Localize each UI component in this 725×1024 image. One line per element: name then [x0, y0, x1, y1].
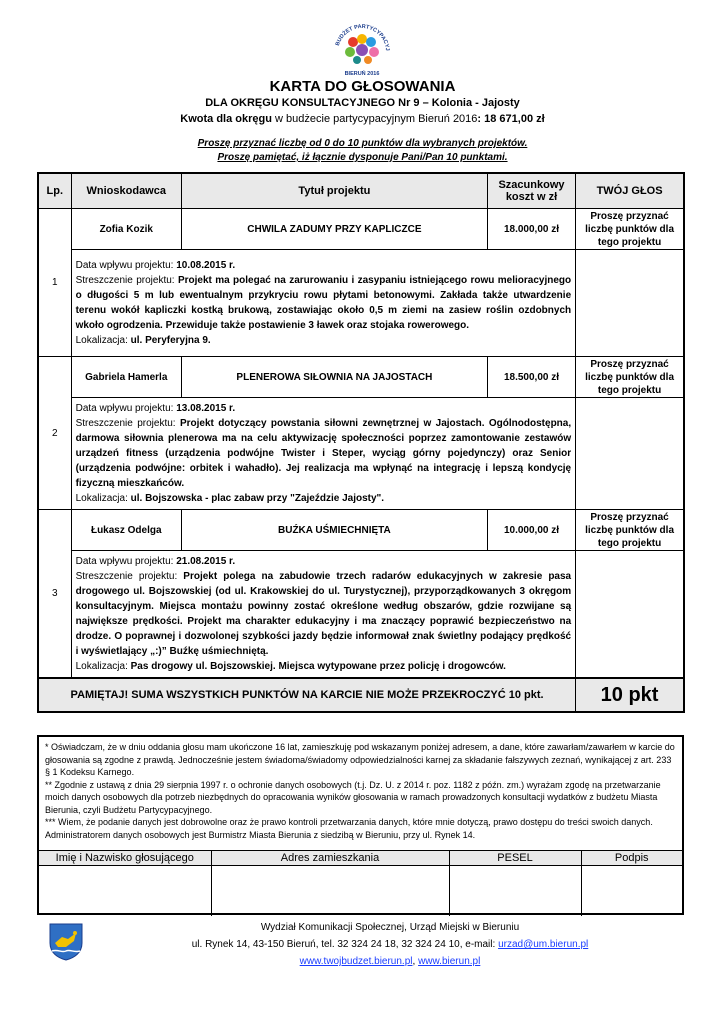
budget-logo	[328, 18, 396, 78]
summary-label: Streszczenie projektu:	[75, 275, 178, 286]
project-row	[38, 510, 684, 551]
project-summary: Projekt ma polegać na zarurowaniu i zasypaniu istniejącego rowu melioracyjnego o długości 5 m lub ewentualnym przykryciu rowu płytami betonowymi. Zakłada także utwardzenie terenu wokół kapliczki kostką brukową, zostawiając około 0,5 m ziemi na zasiew roślin ozdobnych wkoło ogrodzenia. Przewiduje także postawienie 3 ławek oraz stojaka rowerowego.	[75, 275, 572, 331]
vote-hint: Proszę przyznać liczbę punktów dla tego projektu	[576, 510, 684, 551]
project-date: 21.08.2015 r.	[176, 556, 236, 567]
project-cost: 10.000,00 zł	[487, 510, 575, 551]
column-signature: Podpis	[581, 851, 682, 866]
project-number: 1	[38, 209, 71, 357]
declaration-box	[37, 735, 684, 915]
project-summary: Projekt polega na zabudowie trzech radarów edukacyjnych w zakresie pasa drogowego ul. Bojszowskiej (od ul. Krakowskiej do ul. Turystycznej), przyporządkowanych 3 okręgom konsultacyjnym. Miejsca montażu powinny zostać określone według obszarów, gdzie rozwijane są największe prędkości. Projekt ma charakter edukacyjny i ma znaczący poprawić bezpieczeństwo na drodze. O poprawnej i dozwolonej szybkości jazdy będzie informował znak świetlny podający prędkość i wyświetlający „:)” Buźkę uśmiechniętą.	[75, 571, 572, 657]
logo-arc-text: BUDŻET PARTYCYPACYJ	[334, 23, 391, 52]
instruction-points: Proszę przyznać liczbę od 0 do 10 punktów dla wybranych projektów.	[197, 138, 528, 149]
signature-table	[39, 850, 682, 916]
address-field[interactable]	[211, 866, 449, 917]
declaration-text	[39, 737, 682, 851]
budget-line	[0, 113, 725, 125]
points-reminder-row	[38, 678, 684, 712]
project-location: Pas drogowy ul. Bojszowskiej. Miejsca wytypowane przez policję i drogowców.	[130, 661, 506, 672]
date-label: Data wpływu projektu:	[75, 403, 177, 414]
declaration-data-rights: *** Wiem, że podanie danych jest dobrowolne oraz że prawo kontroli przetwarzania danych, które mnie dotyczą, prawo dostępu do treści swoich danych. Administratorem danych osobowych jest Burmistrz Miasta Bierunia z siedzibą w Bieruniu, przy ul. Rynek 14.	[45, 817, 653, 840]
district-subtitle: DLA OKRĘGU KONSULTACYJNEGO Nr 9 – Kolonia - Jajosty	[205, 97, 520, 109]
column-address: Adres zamieszkania	[211, 851, 449, 866]
location-label: Lokalizacja:	[75, 661, 131, 672]
project-proposer: Zofia Kozik	[71, 209, 181, 250]
office-name: Wydział Komunikacji Społecznej, Urząd Miejski w Bieruniu	[260, 922, 520, 933]
project-description	[71, 250, 576, 357]
logo-year-text: BIERUŃ 2016	[344, 71, 380, 77]
office-contact	[100, 939, 680, 950]
instruction-total: Proszę pamiętać, iż łącznie dysponuje Pani/Pan 10 punktami.	[217, 152, 508, 163]
budget-mid: w budżecie partycypacyjnym Bieruń 2016	[275, 113, 478, 125]
city-crest-icon	[46, 921, 86, 961]
web-links	[100, 956, 680, 967]
project-title: PLENEROWA SIŁOWNIA NA JAJOSTACH	[181, 357, 487, 398]
points-total: 10 pkt	[576, 678, 684, 712]
link-separator: ,	[412, 956, 419, 967]
table-header	[38, 173, 684, 209]
email-link[interactable]: urzad@um.bierun.pl	[498, 939, 589, 950]
budget-value: : 18 671,00 zł	[477, 113, 545, 125]
voting-table	[37, 172, 685, 713]
points-reminder: PAMIĘTAJ! SUMA WSZYSTKICH PUNKTÓW NA KARCIE NIE MOŻE PRZEKROCZYĆ 10 pkt.	[38, 678, 576, 712]
name-field[interactable]	[39, 866, 211, 917]
project-cost: 18.500,00 zł	[487, 357, 575, 398]
header-cost: Szacunkowy koszt w zł	[487, 173, 575, 209]
header-title: Tytuł projektu	[181, 173, 487, 209]
project-title: BUŹKA UŚMIECHNIĘTA	[181, 510, 487, 551]
project-description-row	[38, 250, 684, 357]
page-title: KARTA DO GŁOSOWANIA	[269, 78, 456, 95]
project-number: 3	[38, 510, 71, 679]
column-name: Imię i Nazwisko głosującego	[39, 851, 211, 866]
office-address: ul. Rynek 14, 43-150 Bieruń, tel. 32 324 24 18, 32 324 24 10, e-mail:	[191, 939, 499, 950]
project-row	[38, 357, 684, 398]
summary-label: Streszczenie projektu:	[75, 418, 180, 429]
vote-hint: Proszę przyznać liczbę punktów dla tego projektu	[576, 357, 684, 398]
location-label: Lokalizacja:	[75, 335, 131, 346]
project-location: ul. Bojszowska - plac zabaw przy "Zajeździe Jajosty".	[130, 493, 385, 504]
project-row	[38, 209, 684, 250]
project-proposer: Gabriela Hamerla	[71, 357, 181, 398]
budget-label: Kwota dla okręgu	[180, 113, 272, 125]
project-summary: Projekt dotyczący powstania siłowni zewnętrznej w Jajostach. Ogólnodostępna, darmowa siłownia plenerowa ma na celu aktywizację społeczności poprzez zamontowanie zestawów urządzeń fitness (urządzenia podwójne Twister i Steper, wyciąg górny pojedynczy) oraz Senior (urządzenia podwójne: orbitek i wahadło). Jej realizacja ma wpłynąć na integrację i lepszą kondycję fizyczną mieszkańców.	[75, 418, 572, 489]
header-lp: Lp.	[38, 173, 71, 209]
project-description-row	[38, 551, 684, 679]
project-description-row	[38, 398, 684, 510]
vote-input-cell[interactable]	[576, 551, 684, 679]
header-vote: TWÓJ GŁOS	[576, 173, 684, 209]
summary-label: Streszczenie projektu:	[75, 571, 184, 582]
vote-input-cell[interactable]	[576, 250, 684, 357]
date-label: Data wpływu projektu:	[75, 556, 177, 567]
city-website-link[interactable]: www.bierun.pl	[418, 956, 481, 967]
project-date: 13.08.2015 r.	[176, 403, 236, 414]
header-proposer: Wnioskodawca	[71, 173, 181, 209]
project-cost: 18.000,00 zł	[487, 209, 575, 250]
budget-website-link[interactable]: www.twojbudzet.bierun.pl	[299, 956, 413, 967]
pesel-field[interactable]	[449, 866, 581, 917]
project-description	[71, 398, 576, 510]
vote-hint: Proszę przyznać liczbę punktów dla tego projektu	[576, 209, 684, 250]
project-date: 10.08.2015 r.	[176, 260, 236, 271]
project-description	[71, 551, 576, 679]
vote-input-cell[interactable]	[576, 398, 684, 510]
declaration-age: * Oświadczam, że w dniu oddania głosu mam ukończone 16 lat, zamieszkuję pod wskazanym poniżej adresem, a dane, które zawarłam/zawarłem w karcie do głosowania są zgodne z prawdą. Jednocześnie jestem świadoma/świadomy odpowiedzialności karnej za składanie fałszywych zeznań, wynikającej z art. 233 § 1 Kodeksu Karnego.	[45, 742, 675, 777]
date-label: Data wpływu projektu:	[75, 260, 177, 271]
declaration-data-consent: ** Zgodnie z ustawą z dnia 29 sierpnia 1997 r. o ochronie danych osobowych (t.j. Dz. U. z 2014 r. poz. 1182 z późn. zm.) wyrażam zgodę na przetwarzanie moich danych osobowych dla potrzeb niezbędnych do opracowania wyników głosowania w ramach prowadzonych konsultacji wydatków z budżetu Miasta Bierunia, czyli Budżetu Partycypacyjnego.	[45, 779, 661, 815]
project-number: 2	[38, 357, 71, 510]
project-proposer: Łukasz Odelga	[71, 510, 181, 551]
signature-field[interactable]	[581, 866, 682, 917]
project-title: CHWILA ZADUMY PRZY KAPLICZCE	[181, 209, 487, 250]
location-label: Lokalizacja:	[75, 493, 131, 504]
column-pesel: PESEL	[449, 851, 581, 866]
project-location: ul. Peryferyjna 9.	[130, 335, 211, 346]
